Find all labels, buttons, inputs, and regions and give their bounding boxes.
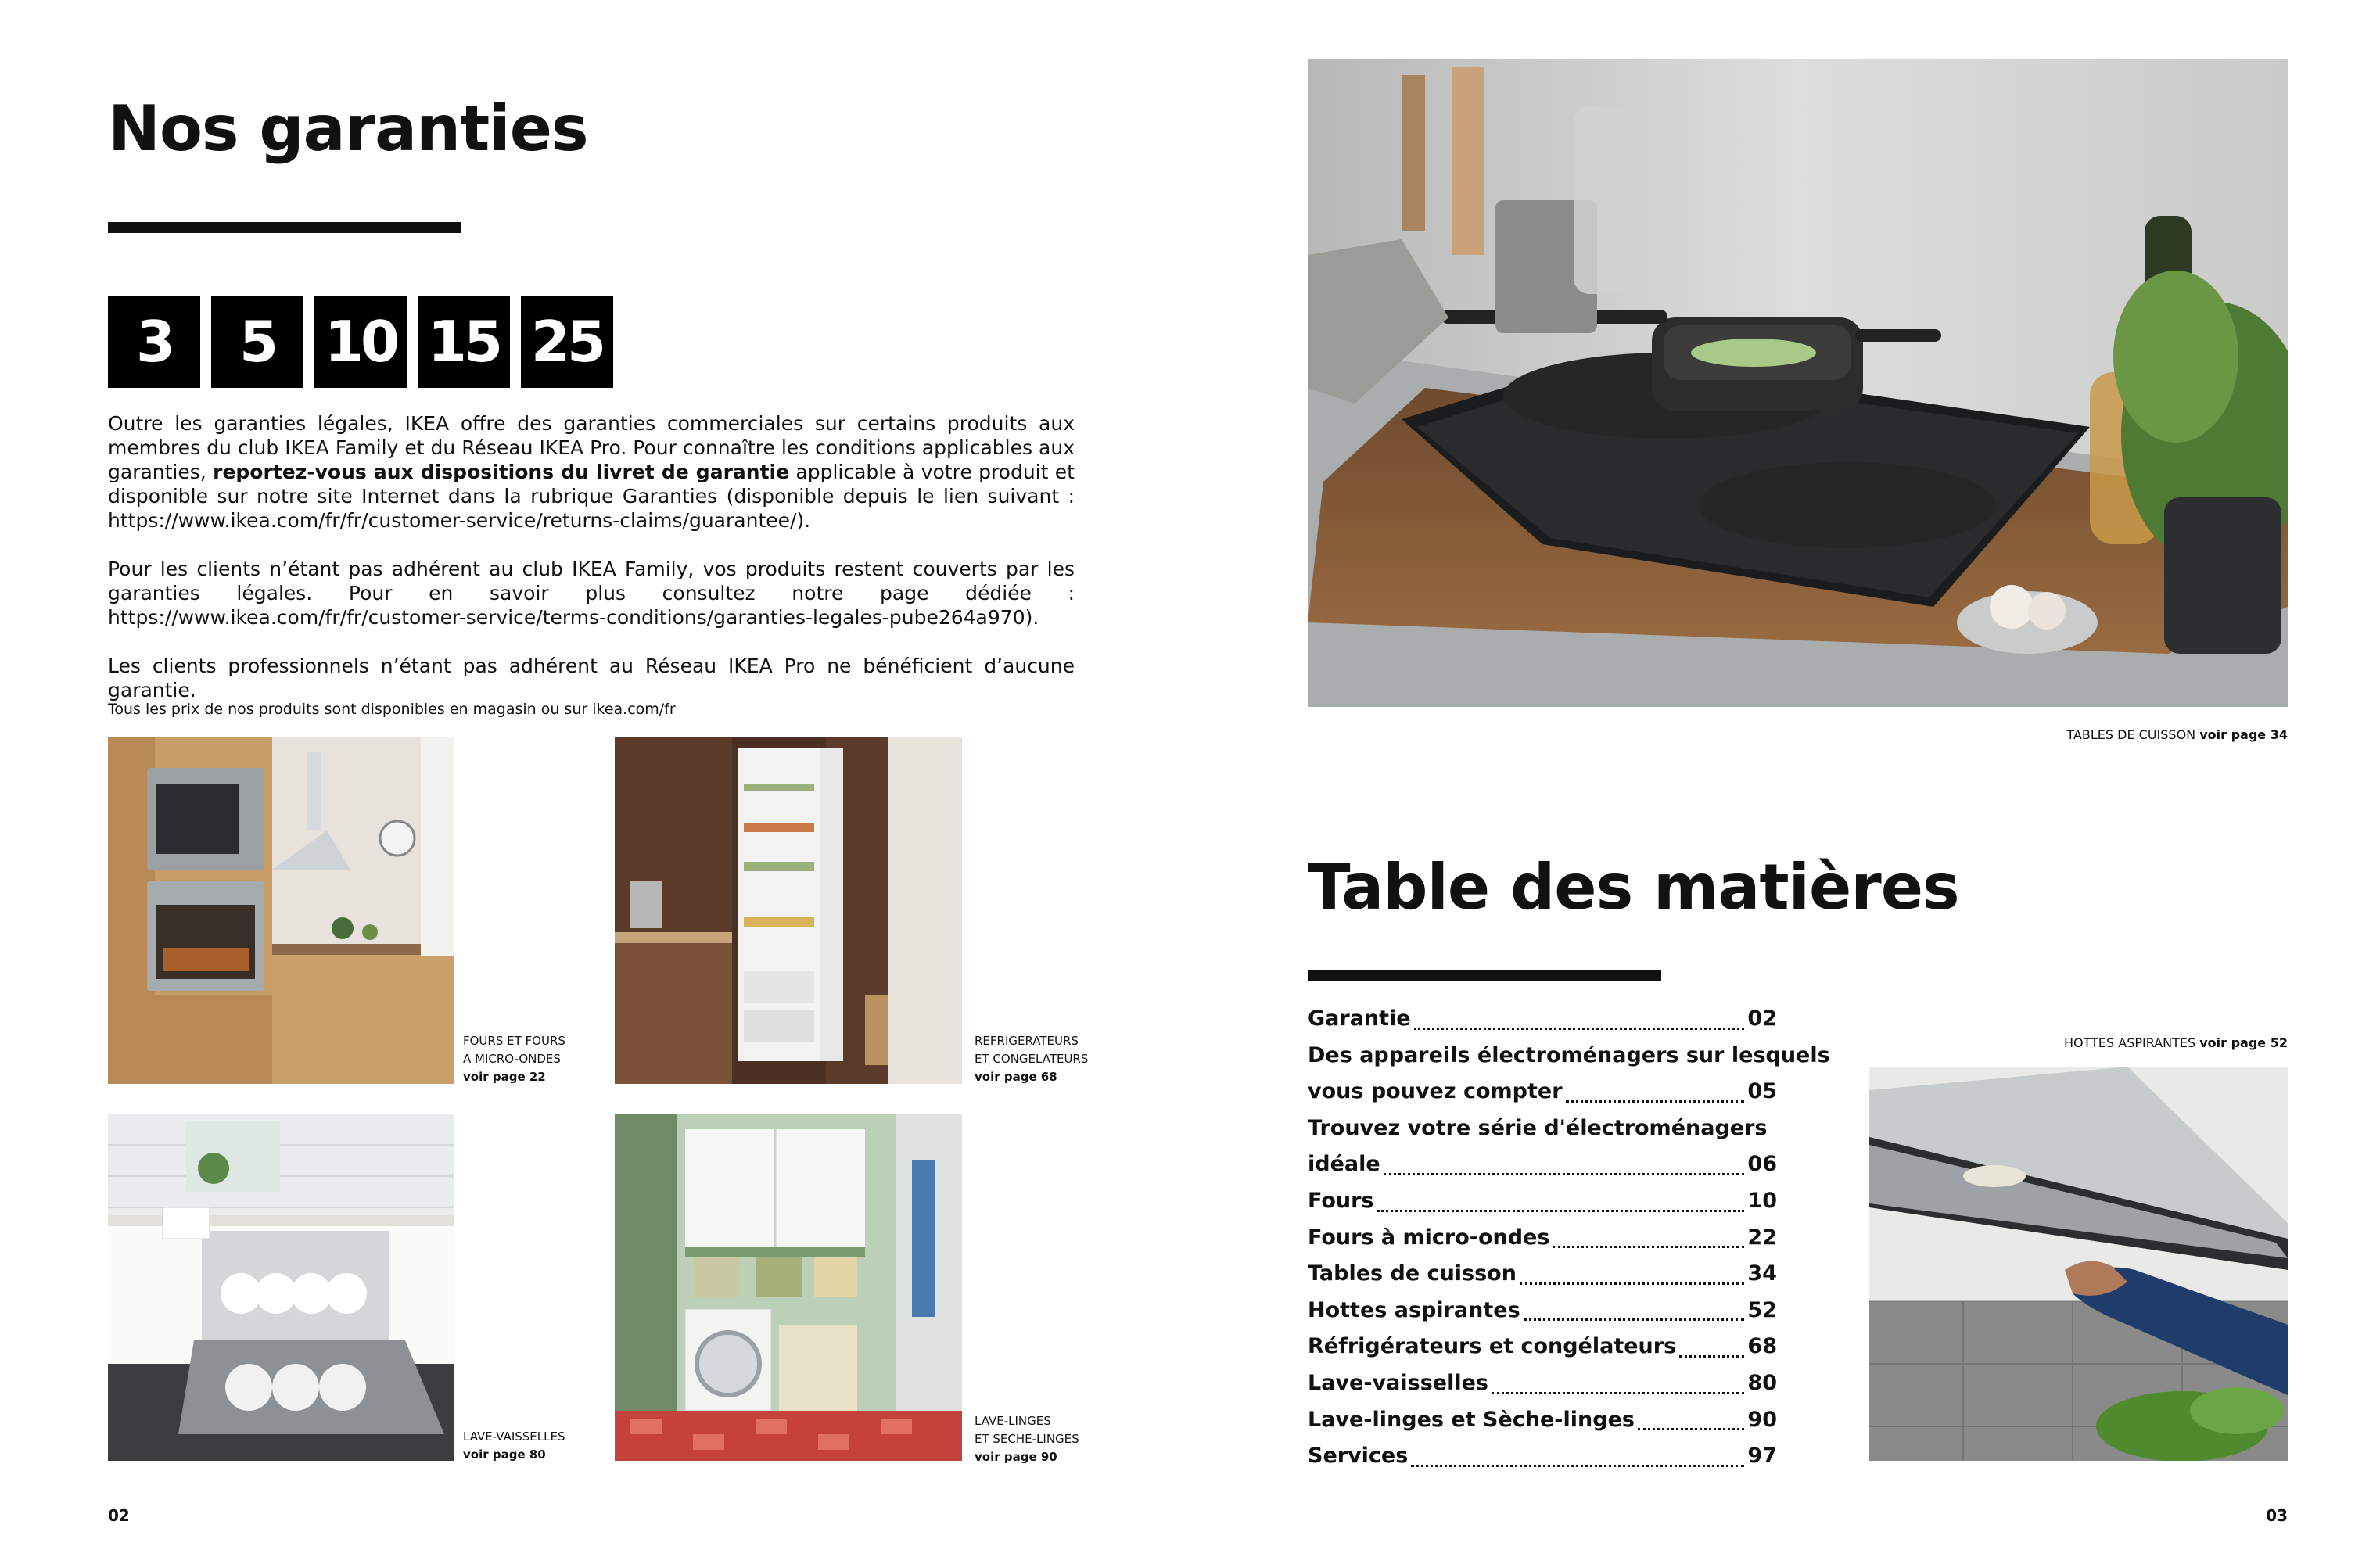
- caption-line: A MICRO-ONDES: [463, 1052, 561, 1066]
- toc-item-page: 52: [1747, 1297, 1777, 1322]
- caption-line: ET SECHE-LINGES: [975, 1432, 1079, 1446]
- washers-photo: [615, 1114, 962, 1461]
- toc-leader: [1520, 1282, 1744, 1285]
- warranty-paragraph-2: Pour les clients n’étant pas adhérent au club IKEA Family, vos produits restent couverts par les garanties légales. Pour en savoir plus consultez notre page dédiée : https://www.ikea.com/fr/fr/customer-service/terms-conditions/garanties-legales-pube264a970).: [108, 558, 1075, 629]
- toc-leader: [1566, 1100, 1745, 1103]
- caption-line: FOURS ET FOURS: [463, 1034, 565, 1048]
- washers-caption: [975, 1412, 1079, 1466]
- toc-item-label: Garantie: [1308, 1006, 1411, 1031]
- warranty-badge: 15: [418, 296, 510, 388]
- toc-leader: [1553, 1246, 1744, 1248]
- page-number-left: 02: [108, 1506, 130, 1525]
- toc-item-label: Trouvez votre série d'électroménagers: [1308, 1115, 1768, 1140]
- toc-item-page: 90: [1747, 1407, 1777, 1432]
- toc-item[interactable]: [1308, 1001, 1777, 1038]
- toc-item[interactable]: [1308, 1074, 1777, 1110]
- toc-item-page: 02: [1747, 1006, 1777, 1031]
- toc-title-underline: [1308, 970, 1661, 981]
- caption-line: LAVE-VAISSELLES: [463, 1429, 565, 1444]
- toc-title: Table des matières: [1308, 851, 1959, 924]
- toc-item-label: Fours à micro-ondes: [1308, 1225, 1550, 1250]
- toc-leader: [1524, 1318, 1745, 1321]
- toc-item-label: idéale: [1308, 1152, 1380, 1177]
- toc-item-label: Lave-linges et Sèche-linges: [1308, 1407, 1635, 1432]
- toc-leader: [1384, 1173, 1745, 1175]
- toc-item[interactable]: [1308, 1402, 1777, 1439]
- toc-item[interactable]: [1308, 1293, 1777, 1329]
- toc-item-page: 97: [1747, 1444, 1777, 1469]
- hero-caption: [2066, 726, 2288, 744]
- toc-item-label: Fours: [1308, 1188, 1374, 1213]
- title-underline: [108, 222, 461, 233]
- toc-leader: [1377, 1210, 1745, 1212]
- toc-item-page: 68: [1747, 1334, 1777, 1359]
- ovens-caption: [463, 1032, 565, 1086]
- toc-item-label: Tables de cuisson: [1308, 1261, 1517, 1286]
- hood-photo: [1869, 1067, 2288, 1461]
- toc-item-label: vous pouvez compter: [1308, 1079, 1563, 1104]
- fridges-caption: [975, 1032, 1088, 1086]
- fridges-photo: [615, 737, 962, 1084]
- toc-leader: [1414, 1028, 1745, 1030]
- caption-line: REFRIGERATEURS: [975, 1034, 1079, 1048]
- toc-item[interactable]: [1308, 1183, 1777, 1220]
- warranty-paragraph-1: [108, 411, 1075, 533]
- table-of-contents: [1308, 1001, 1830, 1475]
- page-title: Nos garanties: [108, 92, 588, 165]
- toc-item-page: 10: [1747, 1188, 1777, 1213]
- toc-item[interactable]: [1308, 1038, 1830, 1074]
- toc-item[interactable]: [1308, 1329, 1777, 1365]
- warranty-badge: 5: [211, 296, 303, 388]
- warranty-years-badges: [108, 296, 613, 388]
- caption-line: TABLES DE CUISSON: [2066, 727, 2196, 742]
- paragraph-text: Outre les garanties légales, IKEA offre des garanties commerciales sur certains produits aux membres du club IKEA Family et du Réseau IKEA Pro. Pour connaître les conditions applicables aux garanties,: [108, 412, 1075, 483]
- caption-page-link: voir page 68: [975, 1070, 1057, 1084]
- toc-item-page: 06: [1747, 1152, 1777, 1177]
- ovens-photo: [108, 737, 454, 1084]
- dishwashers-caption: [463, 1428, 565, 1464]
- hood-caption: [2064, 1034, 2288, 1052]
- toc-leader: [1638, 1428, 1744, 1430]
- caption-page-link: voir page 80: [463, 1447, 546, 1462]
- paragraph-emphasis: reportez-vous aux dispositions du livret de garantie: [213, 461, 790, 483]
- toc-item[interactable]: [1308, 1256, 1777, 1293]
- toc-leader: [1411, 1465, 1744, 1467]
- warranty-badge: 10: [314, 296, 407, 388]
- caption-line: HOTTES ASPIRANTES: [2064, 1035, 2196, 1050]
- paragraph-text: applicable à votre produit et disponible sur notre site Internet dans la rubrique Garanties (disponible depuis le lien suivant : https://www.ikea.com/fr/fr/customer-service/returns-claims/guarantee/).: [108, 461, 1075, 532]
- toc-item-page: 80: [1747, 1370, 1777, 1395]
- toc-item[interactable]: [1308, 1110, 1777, 1147]
- toc-item-page: 22: [1747, 1225, 1777, 1250]
- caption-page-link: voir page 52: [2199, 1035, 2288, 1050]
- toc-item[interactable]: [1308, 1365, 1777, 1402]
- cooktop-hero-photo: [1308, 59, 2288, 707]
- caption-line: ET CONGELATEURS: [975, 1052, 1089, 1066]
- warranty-badge: 3: [108, 296, 200, 388]
- toc-item-label: Lave-vaisselles: [1308, 1370, 1488, 1395]
- caption-page-link: voir page 22: [463, 1070, 546, 1084]
- toc-item-label: Hottes aspirantes: [1308, 1297, 1520, 1322]
- toc-item[interactable]: [1308, 1438, 1777, 1475]
- toc-item[interactable]: [1308, 1220, 1777, 1257]
- toc-item-label: Réfrigérateurs et congélateurs: [1308, 1334, 1677, 1359]
- caption-page-link: voir page 34: [2199, 727, 2288, 742]
- toc-item[interactable]: [1308, 1146, 1777, 1183]
- toc-leader: [1492, 1392, 1744, 1394]
- page-number-right: 03: [2266, 1506, 2288, 1525]
- price-note: Tous les prix de nos produits sont disponibles en magasin ou sur ikea.com/fr: [108, 701, 676, 718]
- toc-item-label: Services: [1308, 1444, 1409, 1469]
- toc-leader: [1679, 1355, 1744, 1358]
- dishwashers-photo: [108, 1114, 454, 1461]
- warranty-paragraph-3: Les clients professionnels n’étant pas adhérent au Réseau IKEA Pro ne bénéficient d’aucune garantie.: [108, 655, 1075, 701]
- toc-item-label: Des appareils électroménagers sur lesquels: [1308, 1042, 1830, 1067]
- caption-page-link: voir page 90: [975, 1450, 1057, 1464]
- toc-item-page: 05: [1747, 1079, 1777, 1104]
- caption-line: LAVE-LINGES: [975, 1414, 1051, 1428]
- toc-item-page: 34: [1747, 1261, 1777, 1286]
- warranty-badge: 25: [521, 296, 613, 388]
